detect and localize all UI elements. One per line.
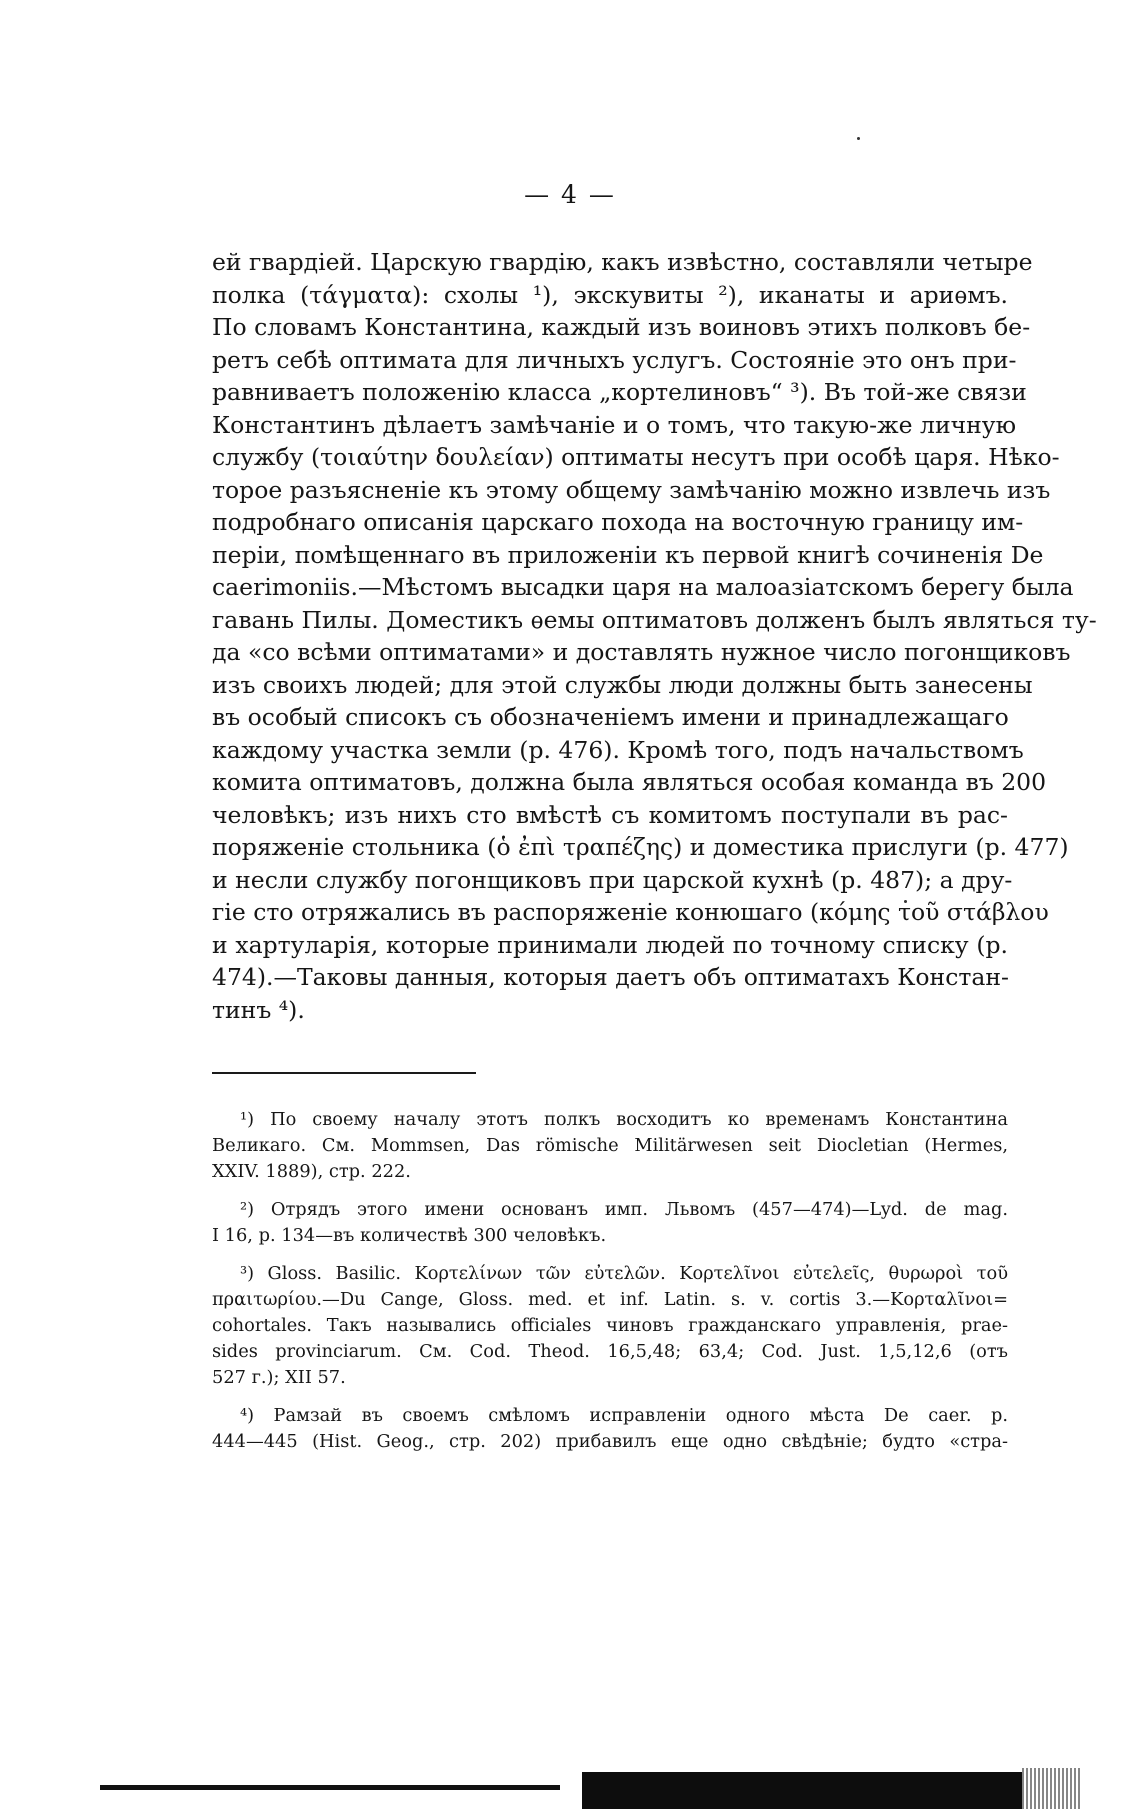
footnote-line: ⁴) Рамзай въ своемъ смѣломъ исправленіи одного мѣста De caer. p. xyxy=(240,1405,1008,1426)
main-text xyxy=(212,246,1097,1026)
footnote-line: πραιτωρίου.—Du Cange, Gloss. med. et inf. Latin. s. v. cortis 3.—Κορταλῖνοι= xyxy=(212,1289,1008,1310)
footnote-line: 444—445 (Hist. Geog., стр. 202) прибавилъ еще одно свѣдѣніе; будто «стра- xyxy=(212,1431,1008,1452)
scan-speck xyxy=(857,137,860,140)
footnote-3 xyxy=(212,1261,1008,1391)
footnotes xyxy=(212,1107,1008,1467)
text-line: По словамъ Константина, каждый изъ воиновъ этихъ полковъ бе- xyxy=(212,313,1031,341)
text-line: подробнаго описанія царскаго похода на восточную границу им- xyxy=(212,508,1024,536)
text-line: періи, помѣщеннаго въ приложеніи къ первой книгѣ сочиненія De xyxy=(212,540,1044,569)
text-line: ей гвардіей. Царскую гвардію, какъ извѣстно, составляли четыре xyxy=(212,248,1033,276)
text-line: гіе сто отряжались въ распоряженіе конюшаго (κόμης τοῦ στάβλου xyxy=(212,898,1049,926)
text-line: въ особый списокъ съ обозначеніемъ имени и принадлежащаго xyxy=(212,703,1009,731)
footnote-2 xyxy=(212,1197,1008,1249)
footnote-line: ¹) По своему началу этотъ полкъ восходитъ ко временамъ Константина xyxy=(240,1109,1008,1130)
text-line: 474).—Таковы данныя, которыя даетъ объ оптиматахъ Констан- xyxy=(212,963,1009,991)
text-line: службу (τοιαύτην δουλείαν) оптиматы несутъ при особѣ царя. Нѣко- xyxy=(212,443,1060,471)
text-line: полка (τάγματα): схолы ¹), экскувиты ²), иканаты и ариѳмъ. xyxy=(212,280,1008,309)
text-line: каждому участка земли (р. 476). Кромѣ того, подъ начальствомъ xyxy=(212,735,1024,764)
text-line: caerimoniis.—Мѣстомъ высадки царя на малоазіатскомъ берегу была xyxy=(212,573,1074,601)
text-line: гавань Пилы. Доместикъ ѳемы оптиматовъ долженъ былъ являться ту- xyxy=(212,605,1097,634)
text-line: тинъ ⁴). xyxy=(212,995,305,1024)
page-number: — 4 — xyxy=(524,180,616,209)
text-line: поряженіе стольника (ὁ ἐπὶ τραπέζης) и доместика прислуги (р. 477) xyxy=(212,833,1069,861)
text-line: и хартуларія, которые принимали людей по точному списку (р. xyxy=(212,930,1008,959)
footnote-4 xyxy=(212,1403,1008,1455)
scan-edge-bar xyxy=(100,1785,560,1790)
footnote-line: cohortales. Такъ назывались officiales чиновъ гражданскаго управленія, prae- xyxy=(212,1315,1008,1336)
text-line: и несли службу погонщиковъ при царской кухнѣ (р. 487); а дру- xyxy=(212,865,1013,894)
text-line: ретъ себѣ оптимата для личныхъ услугъ. Состояніе это онъ при- xyxy=(212,345,1017,374)
footnote-line: Великаго. См. Mommsen, Das römische Militärwesen seit Diocletian (Hermes, xyxy=(212,1135,1008,1156)
footnote-line: 527 г.); XII 57. xyxy=(212,1367,346,1388)
footnote-divider xyxy=(212,1072,476,1074)
text-line: изъ своихъ людей; для этой службы люди должны быть занесены xyxy=(212,670,1033,699)
text-line: равниваетъ положенію класса „кортелиновъ“ ³). Въ той-же связи xyxy=(212,378,1027,406)
text-line: Константинъ дѣлаетъ замѣчаніе и о томъ, что такую-же личную xyxy=(212,410,1017,439)
text-line: человѣкъ; изъ нихъ сто вмѣстѣ съ комитомъ поступали въ рас- xyxy=(212,800,1008,829)
footnote-line: I 16, p. 134—въ количествѣ 300 человѣкъ. xyxy=(212,1225,607,1246)
text-line: да «со всѣми оптиматами» и доставлять нужное число погонщиковъ xyxy=(212,638,1071,666)
footnote-line: sides provinciarum. См. Cod. Theod. 16,5,48; 63,4; Cod. Just. 1,5,12,6 (отъ xyxy=(212,1341,1008,1362)
scan-edge-block xyxy=(582,1772,1022,1809)
footnote-line: ³) Gloss. Basilic. Κορτελίνων τῶν εὐτελῶν. Κορτελῖνοι εὐτελεῖς, θυρωροὶ τοῦ xyxy=(240,1263,1008,1284)
scan-noise xyxy=(1022,1768,1082,1809)
footnote-line: ²) Отрядъ этого имени основанъ имп. Львомъ (457—474)—Lyd. de mag. xyxy=(240,1199,1008,1220)
footnote-1 xyxy=(212,1107,1008,1185)
text-line: комита оптиматовъ, должна была являться особая команда въ 200 xyxy=(212,768,1047,796)
footnote-line: XXIV. 1889), стр. 222. xyxy=(212,1161,411,1182)
text-line: торое разъясненіе къ этому общему замѣчанію можно извлечь изъ xyxy=(212,475,1051,504)
